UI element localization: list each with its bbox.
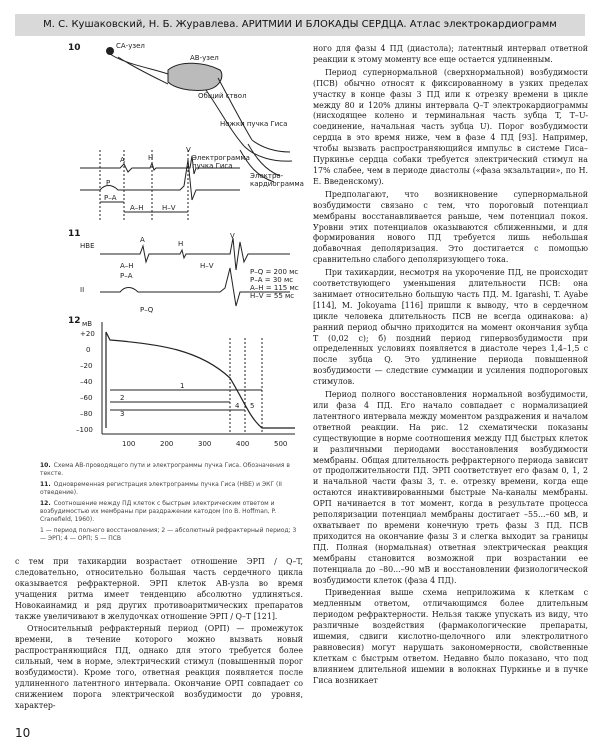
y-tick: –100 (76, 426, 93, 434)
label-his-electrogram-1: Электрограмма (192, 154, 250, 162)
x-tick: 400 (236, 440, 250, 448)
sa-node-marker (107, 48, 114, 55)
paragraph: с тем при тахикардии возрастает отношение ЭРП / Q–T, следовательно, относительно большая часть сердечного цикла оказывается рефрактерной. ЭРП клеток АВ-узла во время учащения ритма имеет тенденцию абсолютно удлиняться. Новокаинамид и ряд других противоаритмических препаратов также увеличивают в желудочках отношение ЭРП / Q–T [121]. (15, 557, 303, 621)
interval-ah: A–H (130, 204, 144, 212)
label-his-electrogram-2: пучка Гиса (192, 162, 233, 170)
label-bundle-branches: Ножки пучка Гиса (220, 120, 288, 128)
marker-h: H (178, 240, 184, 248)
figure-11-hbe-ecg (80, 232, 305, 314)
action-potential-curve (106, 332, 295, 428)
y-tick: –60 (80, 394, 93, 402)
measure-pa: P–A = 30 мс (250, 276, 294, 284)
paragraph: ного для фазы 4 ПД (диастола); латентный интервал ответной реакции к этому моменту все еще остается удлиненным. (313, 44, 588, 64)
caption-12-legend: 1 — период полного восстановления; 2 — абсолютный рефрактерный период; 3 — ЭРП; 4 — ОРП; 5 — ПСВ (40, 527, 297, 542)
figure-10-av-conduction-diagram (80, 40, 305, 225)
y-tick: 0 (86, 346, 91, 354)
period-3-label: 3 (120, 410, 125, 418)
marker-a: A (120, 156, 125, 164)
label-lead-ii: II (80, 286, 85, 294)
interval-ah: A–H (120, 262, 134, 270)
marker-v: V (186, 146, 191, 154)
right-column-text (313, 44, 588, 687)
interval-pa: P–A (104, 194, 117, 202)
left-column-text (15, 557, 303, 712)
x-tick: 200 (160, 440, 174, 448)
paragraph: Период полного восстановления нормальной возбудимости, или фаза 4 ПД. Его начало совпадает с нормализацией латентного интервала между моментом раздражения и началом ответной реакции. На рис. 12 схематически показаны существующие в норме соотношения между ПД быстрых клеток и различными периодами восстановления возбудимости мембраны. Общая длительность рефрактерного периода зависит от продолжительности ПД. ЭРП соответствует его фазам 0, 1, 2 и начальной части фазы 3, т. е. отрезку времени, когда еще остаются инактивированными быстрые Na-каналы мембраны. ОРП начинается в тот момент, когда в результате процесса реполяризации потенциал мембраны достигает –55...–60 мВ, и охватывает по времени конечную треть фазы 3 ПД. ПСВ приходится на окончание фазы 3 и слегка выходит за границы ПД. Полная (нормальная) ответная электрическая реакция мембраны становится возможной при возрастании ее потенциала до –80...–90 мВ и восстановлении физиологической возбудимости клеток (фаза 4 ПД). (313, 390, 588, 585)
paragraph: Приведенная выше схема неприложима к клеткам с медленным ответом, отличающимся более длительным периодом рефрактерности. Нельзя также упускать из виду, что различные воздействия (фармакологические препараты, ишемия, сдвиги кислотно-щелочного или электролитного равновесия) могут нарушать закономерности, свойственные клеткам с быстрым ответом. Недавно было показано, что под влиянием длительной ишемии в волокнах Пуркинье и в пучке Гиса возникает (313, 588, 588, 685)
caption-12: 12. Соотношение между ПД клеток с быстрым электрическим ответом и возбудимостью их мембраны при раздражении катодом (по B. Hoffman, P. Cranefield, 1960). (40, 500, 277, 523)
label-av-node: АВ-узел (190, 54, 219, 62)
interval-hv: H–V (162, 204, 176, 212)
paragraph: Относительный рефрактерный период (ОРП) — промежуток времени, в течение которого можно вызвать новый распространяющийся ПД, однако для этого требуется более сильный, чем в норме, электрический стимул (повышенный порог возбудимости). Кроме того, ответная реакция появляется после удлиненного латентного интервала. Окончание ОРП совпадает со снижением порога электрической возбудимости до уровня, характер- (15, 624, 303, 710)
label-hbe: HBE (80, 242, 95, 250)
av-node-shape (168, 63, 222, 90)
x-tick: 100 (122, 440, 136, 448)
y-tick: –20 (80, 362, 93, 370)
measure-pq: P–Q = 200 мс (250, 268, 299, 276)
marker-a: A (140, 236, 145, 244)
caption-11: 11. Одновременная регистрация электрограммы пучка Гиса (HBE) и ЭКГ (II отведение). (40, 481, 282, 496)
figure-12-action-potential (76, 318, 305, 458)
label-ecg-2: кардиограмма (250, 180, 304, 188)
marker-v: V (230, 232, 235, 240)
interval-pq: P–Q (140, 306, 154, 314)
paragraph: Период супернормальной (сверхнормальной) возбудимости (ПСВ) обычно относят к фиксированному в узких пределах участку в конце фазы 3 ПД или к отрезку времени в цикле между 80 и 120% длины интервала Q–T электрокардиограммы (нисходящее колено и терминальная часть зубца T, T–U-соединение, начальная часть зубца U). Порог возбудимости сердца в это время ниже, чем в фазе 4 ПД [93]. Например, чтобы вызвать распространяющийся импульс в системе Гиса–Пуркинье сердца собаки требуется электрический стимул на 17% слабее, чем в периоде диастолы («фаза экзальтации», по Н. Е. Введенскому). (313, 67, 588, 186)
period-2-label: 2 (120, 394, 125, 402)
label-ecg-1: Электро- (250, 172, 284, 180)
y-tick: +20 (80, 330, 95, 338)
measure-ah: A–H = 115 мс (250, 284, 299, 292)
axis-unit: мВ (82, 320, 93, 328)
period-5-label: 5 (250, 402, 255, 410)
measure-hv: H–V = 55 мс (250, 292, 295, 300)
interval-hv: H–V (200, 262, 214, 270)
figure-11-number: 11 (68, 229, 81, 239)
figure-12-number: 12 (68, 316, 81, 326)
y-tick: –40 (80, 378, 93, 386)
paragraph: Предполагают, что возникновение супернормальной возбудимости связано с тем, что пороговый потенциал мембраны восстанавливается раньше, чем потенциал покоя. Уровни этих потенциалов оказываются сближенными, и для формирования нового ПД требуется лишь небольшая добавочная деполяризация. Это достигается с помощью сравнительно слабого деполяризующего тока. (313, 189, 588, 265)
running-header: М. С. Кушаковский, Н. Б. Журавлева. АРИТМИИ И БЛОКАДЫ СЕРДЦА. Атлас электрокардиограмм (15, 14, 585, 36)
period-1-label: 1 (180, 382, 185, 390)
figure-10-number: 10 (68, 43, 81, 53)
x-tick: 300 (198, 440, 212, 448)
caption-10: 10. Схема АВ-проводящего пути и электрограммы пучка Гиса. Обозначения в тексте. (40, 462, 290, 477)
marker-h: H (148, 154, 154, 162)
marker-p: P (106, 179, 111, 187)
interval-pa: P–A (120, 272, 133, 280)
paragraph: При тахикардии, несмотря на укорочение ПД, не происходит соответствующего уменьшения длительности ПСВ: она занимает относительно большую часть ПД. M. Igarashi, T. Ayabe [114], M. Jokoyama [116] пришли к выводу, что в сердечном цикле человека длительность ПСВ не всегда одинакова: а) ранний период обычно приходится на момент окончания зубца T (0,02 с); б) поздний период гипервозбудимости при определенных условиях появляется в диастоле через 1,4–1,5 с после зубца Q. Это удлинение периода повышенной возбудимости — следствие суммации и усиления подпороговых стимулов. (313, 268, 588, 387)
figure-captions (40, 462, 302, 546)
label-sa-node: СА-узел (116, 42, 145, 50)
label-common-trunk: Общий ствол (198, 92, 247, 100)
page-number: 10 (15, 726, 31, 740)
x-tick: 500 (274, 440, 288, 448)
period-4-label: 4 (235, 402, 240, 410)
y-tick: –80 (80, 410, 93, 418)
